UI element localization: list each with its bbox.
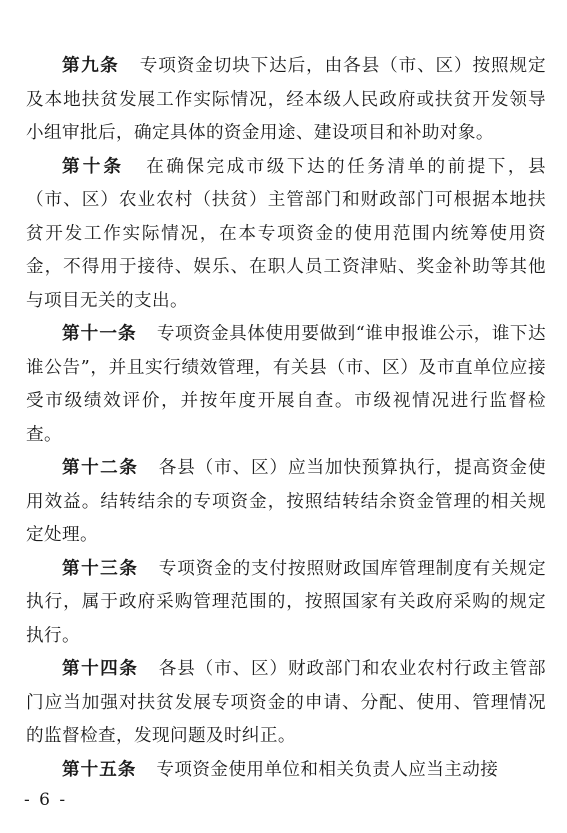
article-14 xyxy=(26,653,546,754)
article-text: 各县（市、区）财政部门和农业农村行政主管部门应当加强对扶贫发展专项资金的申请、分配、使用、管理情况的监督检查，发现问题及时纠正。 xyxy=(26,659,546,746)
article-text: 专项资金使用单位和相关负责人应当主动接 xyxy=(156,759,499,780)
article-text: 专项资金切块下达后，由各县（市、区）按照规定及本地扶贫发展工作实际情况，经本级人民政府或扶贫开发领导小组审批后，确定具体的资金用途、建设项目和补助对象。 xyxy=(26,56,546,143)
document-body xyxy=(26,50,546,787)
article-text: 专项资金的支付按照财政国库管理制度有关规定执行，属于政府采购管理范围的，按照国家有关政府采购的规定执行。 xyxy=(26,558,546,646)
article-text: 各县（市、区）应当加快预算执行，提高资金使用效益。结转结余的专项资金，按照结转结余资金管理的相关规定处理。 xyxy=(26,458,546,545)
article-15 xyxy=(26,754,546,788)
article-heading: 第十五条 xyxy=(62,759,137,780)
article-10 xyxy=(26,151,546,319)
article-heading: 第九条 xyxy=(62,56,120,76)
article-text: 专项资金具体使用要做到“谁申报谁公示，谁下达谁公告”，并且实行绩效管理，有关县（市、区）及市直单位应接受市级绩效评价，并按年度开展自查。市级视情况进行监督检查。 xyxy=(26,324,546,445)
article-heading: 第十三条 xyxy=(62,558,139,579)
article-9 xyxy=(26,50,546,151)
article-13 xyxy=(26,553,546,654)
article-heading: 第十条 xyxy=(62,156,125,177)
article-11 xyxy=(26,318,546,452)
article-12 xyxy=(26,452,546,553)
article-heading: 第十一条 xyxy=(62,324,137,344)
article-heading: 第十四条 xyxy=(62,659,139,679)
article-heading: 第十二条 xyxy=(62,458,139,478)
page-number: - 6 - xyxy=(24,790,68,810)
article-text: 在确保完成市级下达的任务清单的前提下，县（市、区）农业农村（扶贫）主管部门和财政部门可根据本地扶贫开发工作实际情况，在本专项资金的使用范围内统筹使用资金，不得用于接待、娱乐、在职人员工资津贴、奖金补助等其他与项目无关的支出。 xyxy=(26,156,546,311)
